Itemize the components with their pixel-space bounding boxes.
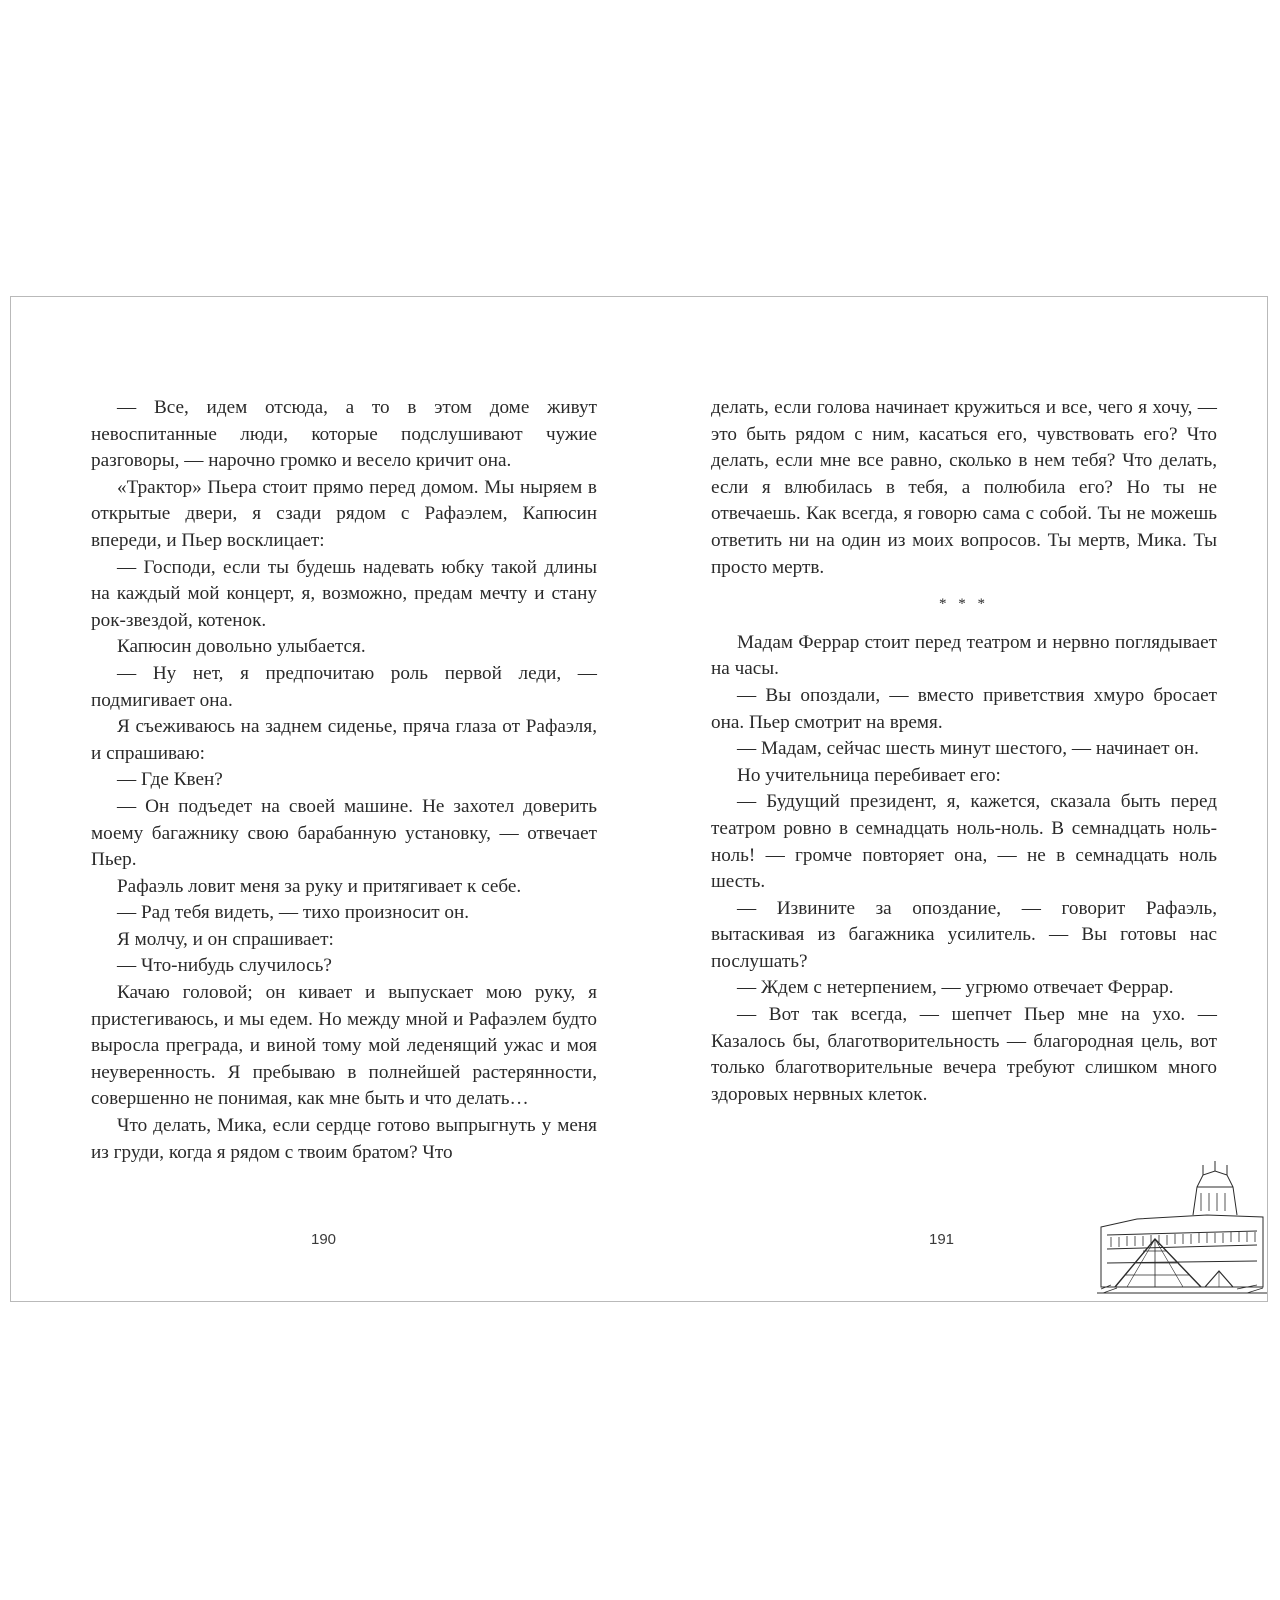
left-paragraph-11: Я молчу, и он спрашивает: bbox=[117, 928, 334, 950]
right-paragraph-2: — Вы опоздали, — вместо приветствия хмуро бросает она. Пьер смотрит на время. bbox=[711, 684, 1217, 733]
left-paragraph-2: «Трактор» Пьера стоит прямо перед домом. Мы ныряем в открытые двери, я сзади рядом с Рафаэлем, Капюсин впереди, и Пьер восклицает: bbox=[91, 476, 597, 551]
left-paragraph-13: Качаю головой; он кивает и выпускает мою руку, я пристегиваюсь, и мы едем. Но между мной и Рафаэлем будто выросла преграда, и виной тому мой леденящий ужас и моя неуверенность. Я пребываю в полнейшей растерянности, совершенно не понимая, как мне быть и что делать… bbox=[91, 982, 597, 1110]
right-continuation-paragraph: делать, если голова начинает кружиться и все, чего я хочу, — это быть рядом с ним, касаться его, чувствовать его? Что делать, если мне все равно, сколько в нем тебя? Что делать, если я влюбилась в тебя, а полюбила его? Но ты не отвечаешь. Как всегда, я говорю сама с собой. Ты не можешь ответить ни на один из моих вопросов. Ты мертв, Мика. Ты просто мертв. bbox=[711, 397, 1217, 578]
left-paragraph-3: — Господи, если ты будешь надевать юбку такой длины на каждый мой концерт, я, возможно, предам мечту и стану рок-звездой, котенок. bbox=[91, 556, 597, 631]
left-paragraph-14: Что делать, Мика, если сердце готово выпрыгнуть у меня из груди, когда я рядом с твоим братом? Что bbox=[91, 1115, 597, 1163]
left-page bbox=[91, 395, 597, 1166]
left-paragraph-8: — Он подъедет на своей машине. Не захотел доверить моему багажнику свою барабанную установку, — отвечает Пьер. bbox=[91, 795, 597, 871]
right-page bbox=[711, 395, 1217, 1108]
right-paragraph-7: — Ждем с нетерпением, — угрюмо отвечает Феррар. bbox=[737, 977, 1174, 999]
left-paragraph-5: — Ну нет, я предпочитаю роль первой леди, — подмигивает она. bbox=[91, 662, 597, 711]
right-paragraph-1: Мадам Феррар стоит перед театром и нервно поглядывает на часы. bbox=[711, 631, 1217, 680]
right-paragraph-5: — Будущий президент, я, кажется, сказала быть перед театром ровно в семнадцать ноль-ноль. В семнадцать ноль-ноль! — громче повторяет она, — не в семнадцать ноль шесть. bbox=[711, 791, 1217, 893]
left-paragraph-4: Капюсин довольно улыбается. bbox=[117, 636, 366, 658]
left-paragraph-7: — Где Квен? bbox=[117, 769, 223, 791]
book-spread bbox=[10, 296, 1268, 1302]
louvre-pyramid-sketch-icon bbox=[1097, 1157, 1267, 1297]
right-paragraph-3: — Мадам, сейчас шесть минут шестого, — начинает он. bbox=[737, 738, 1199, 760]
right-paragraph-8: — Вот так всегда, — шепчет Пьер мне на ухо. — Казалось бы, благотворительность — благородная цель, вот только благотворительные вечера требуют слишком много здоровых нервных клеток. bbox=[711, 1004, 1217, 1105]
page-number-right: 191 bbox=[929, 1231, 955, 1248]
page-number-left: 190 bbox=[311, 1231, 337, 1248]
right-paragraph-6: — Извините за опоздание, — говорит Рафаэль, вытаскивая из багажника усилитель. — Вы готовы нас послушать? bbox=[711, 897, 1217, 972]
scene-separator: * * * bbox=[939, 596, 989, 613]
left-paragraph-1: — Все, идем отсюда, а то в этом доме живут невоспитанные люди, которые подслушивают чужие разговоры, — нарочно громко и весело кричит она. bbox=[91, 397, 597, 472]
left-paragraph-6: Я съеживаюсь на заднем сиденье, пряча глаза от Рафаэля, и спрашиваю: bbox=[91, 716, 597, 764]
left-paragraph-10: — Рад тебя видеть, — тихо произносит он. bbox=[117, 902, 470, 924]
left-paragraph-12: — Что-нибудь случилось? bbox=[117, 955, 332, 977]
right-paragraph-4: Но учительница перебивает его: bbox=[737, 764, 1001, 786]
left-paragraph-9: Рафаэль ловит меня за руку и притягивает к себе. bbox=[117, 875, 522, 897]
